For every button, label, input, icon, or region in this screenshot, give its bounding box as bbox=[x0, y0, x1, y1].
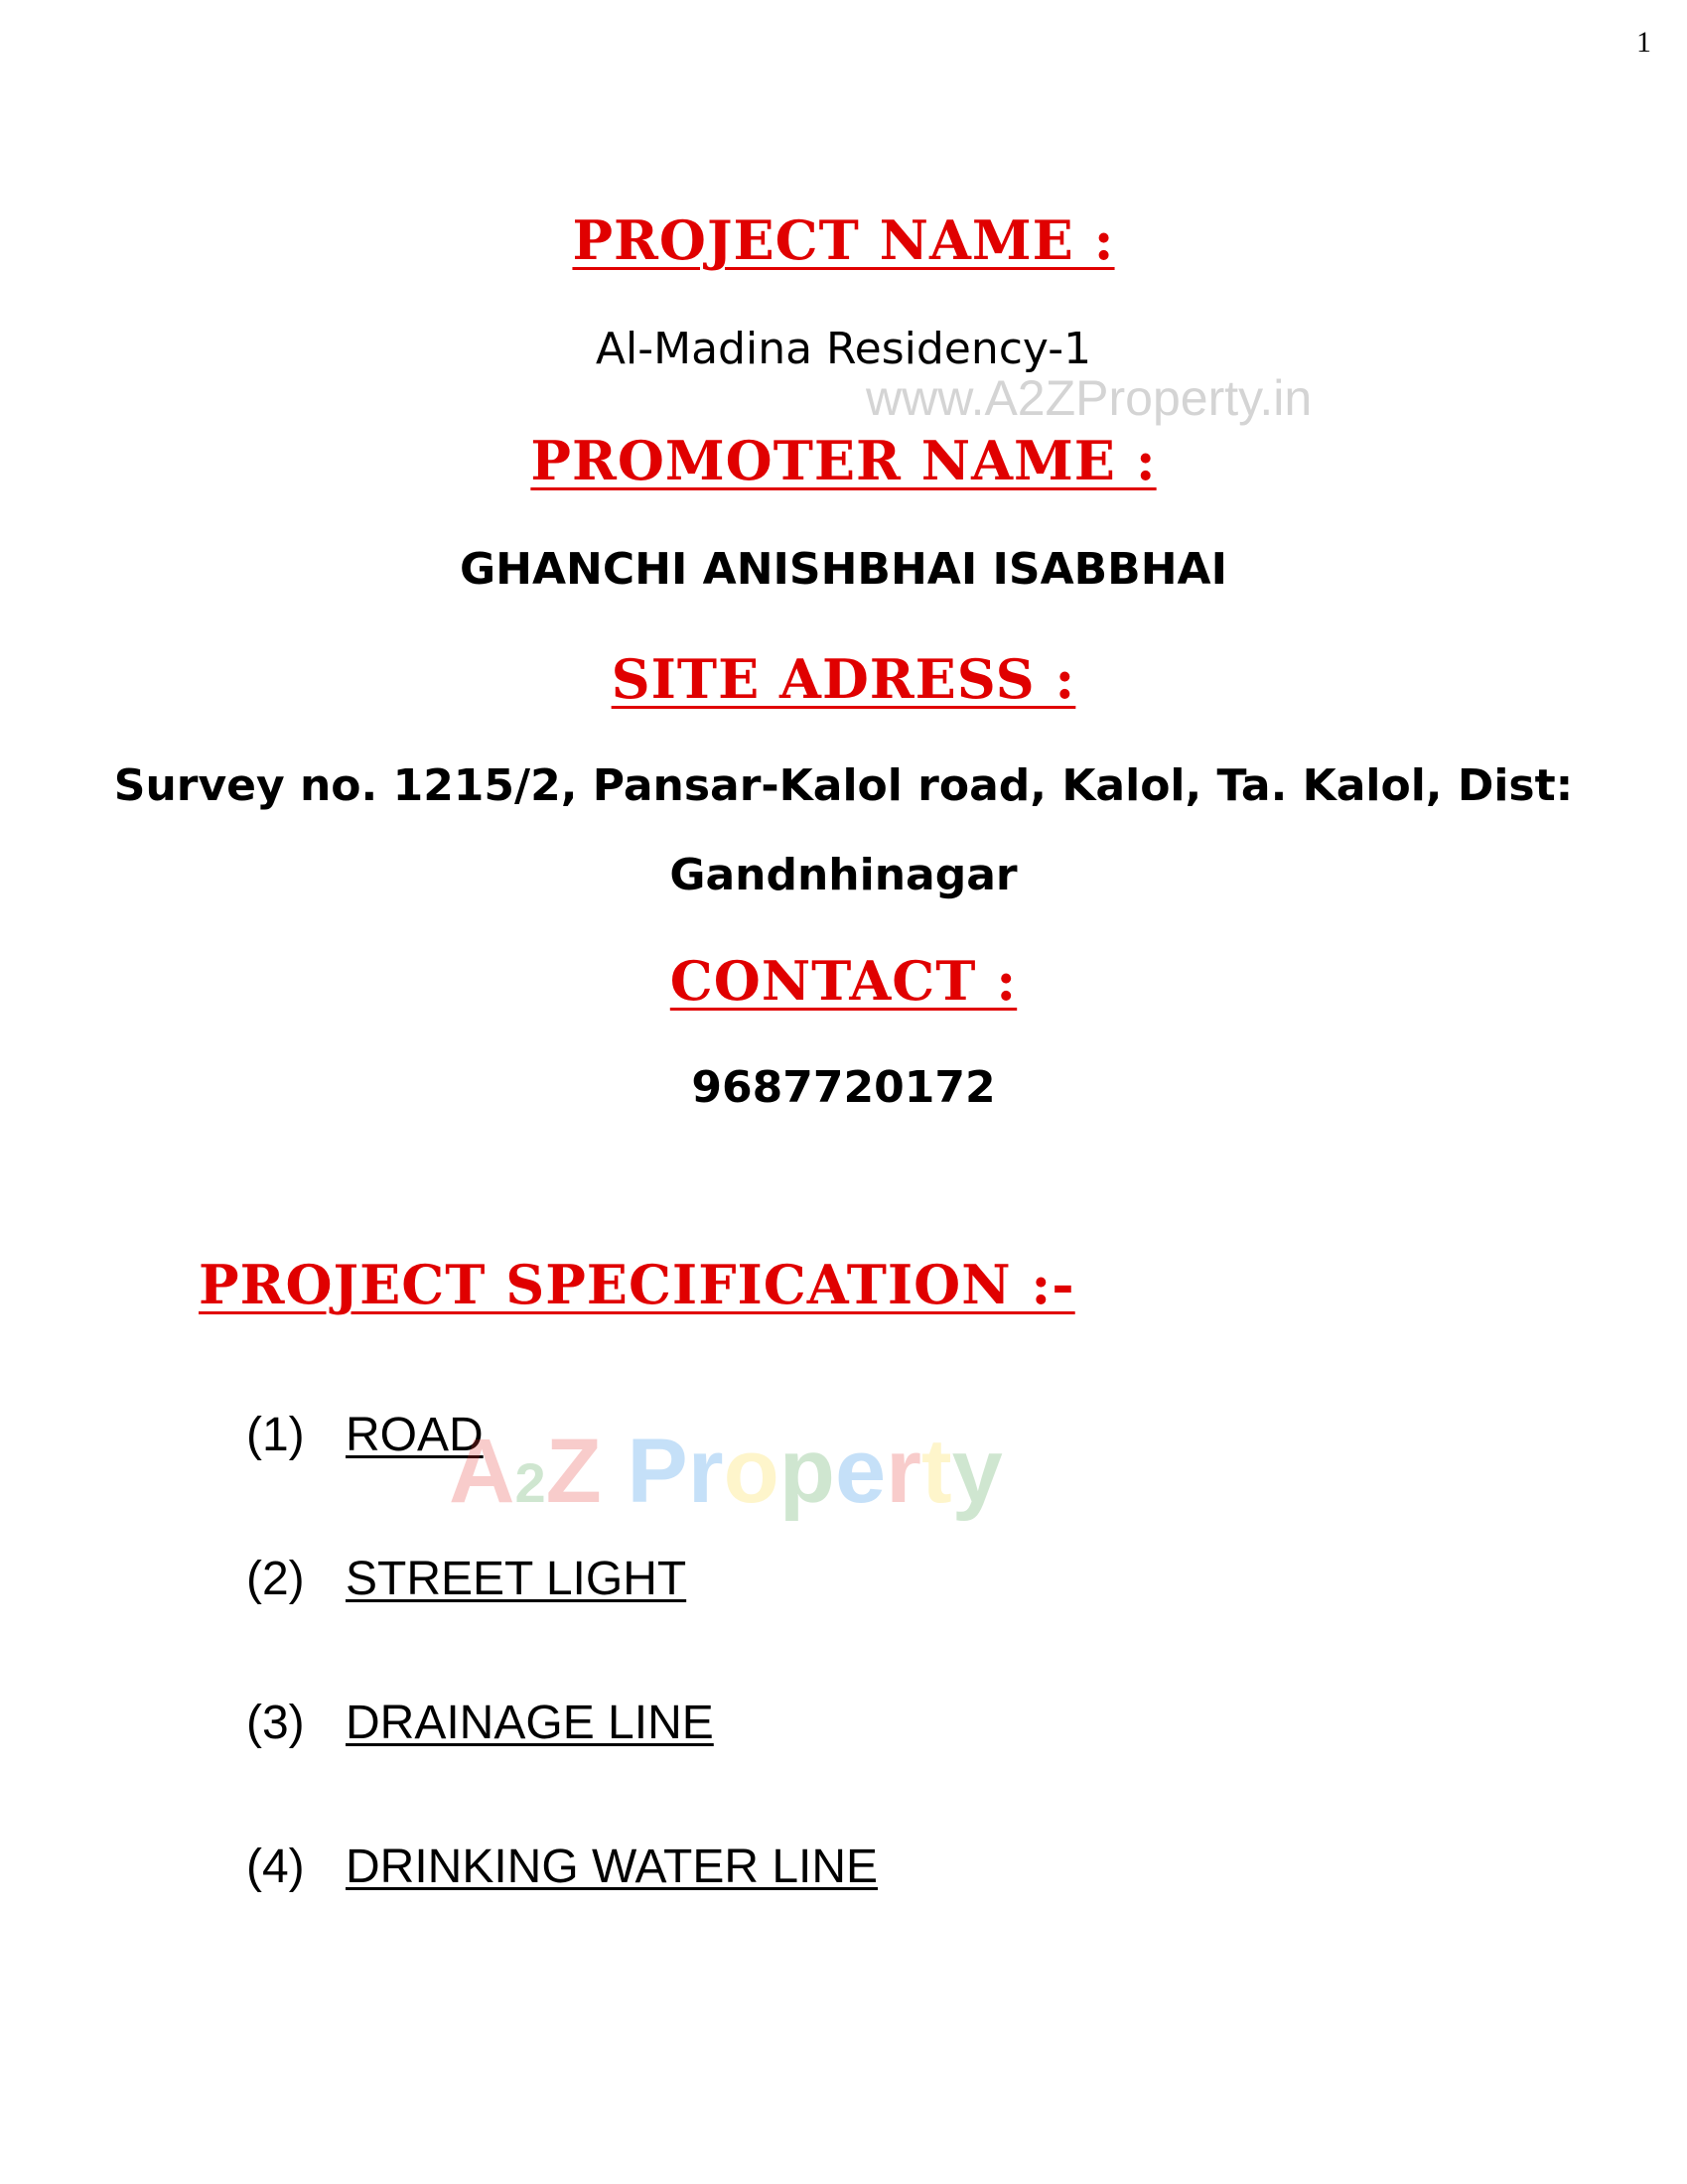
specification-item-street-light bbox=[246, 1552, 878, 1696]
specification-item-label: ROAD bbox=[346, 1409, 484, 1461]
specification-item-road bbox=[246, 1408, 878, 1552]
specification-list bbox=[246, 1408, 878, 1983]
specification-item-number: (4) bbox=[246, 1841, 305, 1893]
site-address-line-2: Gandnhinagar bbox=[669, 850, 1018, 900]
specification-item-label: DRAINAGE LINE bbox=[346, 1697, 714, 1749]
promoter-name-value: GHANCHI ANISHBHAI ISABBHAI bbox=[460, 544, 1227, 595]
watermark-url-text: www.A2ZProperty.in bbox=[866, 370, 1313, 426]
specification-item-number: (1) bbox=[246, 1409, 305, 1461]
specification-item-drinking-water-line bbox=[246, 1840, 878, 1983]
specification-item-number: (3) bbox=[246, 1697, 305, 1749]
site-address-heading: SITE ADRESS : bbox=[611, 647, 1076, 711]
specification-item-drainage-line bbox=[246, 1696, 878, 1840]
a2z-property-logo-watermark: A2Z Property bbox=[449, 1421, 1003, 1522]
project-name-heading: PROJECT NAME : bbox=[572, 208, 1115, 272]
contact-heading: CONTACT : bbox=[669, 949, 1018, 1013]
specification-item-label: STREET LIGHT bbox=[346, 1553, 687, 1605]
promoter-name-heading: PROMOTER NAME : bbox=[530, 429, 1157, 492]
page-number: 1 bbox=[1636, 26, 1651, 59]
site-address-line-1: Survey no. 1215/2, Pansar-Kalol road, Kalol, Ta. Kalol, Dist: bbox=[113, 760, 1574, 811]
specification-item-number: (2) bbox=[246, 1553, 305, 1605]
project-name-value: Al-Madina Residency-1 bbox=[595, 324, 1092, 374]
project-specification-heading: PROJECT SPECIFICATION :- bbox=[199, 1253, 1075, 1316]
specification-item-label: DRINKING WATER LINE bbox=[346, 1841, 879, 1893]
contact-value: 9687720172 bbox=[691, 1062, 996, 1113]
